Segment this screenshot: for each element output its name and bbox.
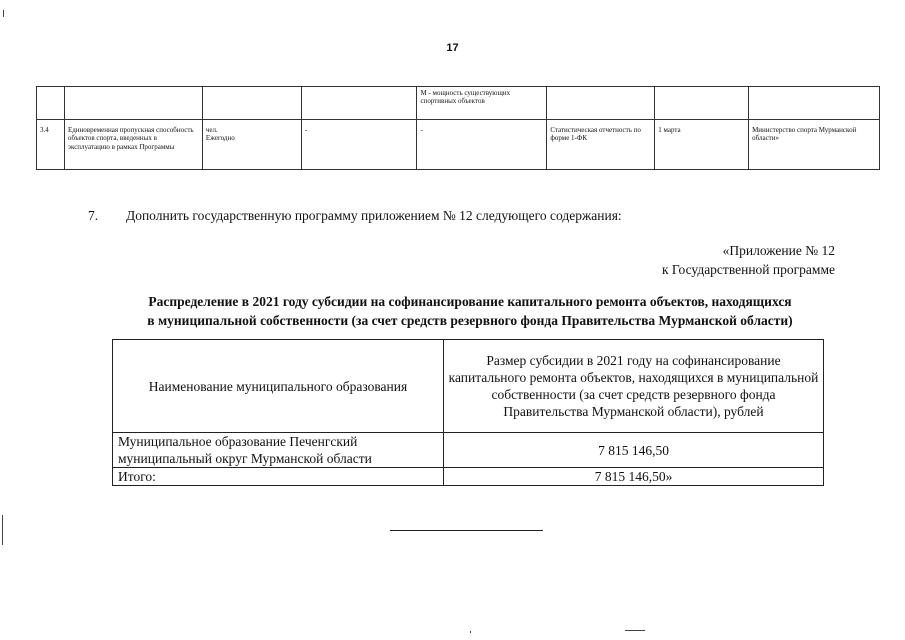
item-number: 7. (88, 208, 99, 223)
source-cell: Статистическая отчетность по форме 1-ФК (547, 120, 655, 170)
table-cell (37, 87, 65, 120)
total-row (113, 468, 824, 486)
scan-artifact (470, 631, 471, 633)
table-cell (547, 87, 655, 120)
scan-artifact (3, 10, 4, 17)
responsible-cell: Министерство спорта Мурманской области» (749, 120, 880, 170)
total-label-cell: Итого: (113, 468, 444, 486)
municipality-name-cell: Муниципальное образование Печенгский муниципальный округ Мурманской области (113, 433, 444, 468)
scan-artifact (2, 515, 3, 545)
table-cell (749, 87, 880, 120)
page-number: 17 (446, 42, 459, 54)
section-title (60, 292, 880, 330)
separator-line (390, 530, 543, 531)
table-cell: М - мощность существующих спортивных объектов (417, 87, 547, 120)
table-header-row (113, 340, 824, 433)
column-header-municipality: Наименование муниципального образования (113, 340, 444, 433)
item-text: Дополнить государственную программу приложением № 12 следующего содержания: (126, 208, 622, 223)
table-row (37, 120, 880, 170)
title-line-1: Распределение в 2021 году субсидии на софинансирование капитального ремонта объектов, находящихся (148, 294, 792, 309)
indicators-table-fragment (36, 86, 880, 170)
appendix-line-1: «Приложение № 12 (722, 243, 835, 258)
appendix-header (662, 241, 835, 279)
scan-artifact (625, 630, 645, 631)
table-cell (64, 87, 202, 120)
table-cell (301, 87, 417, 120)
table-row (37, 87, 880, 120)
appendix-line-2: к Государственной программе (661, 262, 835, 277)
total-amount-cell: 7 815 146,50» (444, 468, 824, 486)
table-cell (202, 87, 301, 120)
table-row (113, 433, 824, 468)
item-7 (88, 208, 622, 224)
table-cell (655, 87, 749, 120)
subsidy-table (112, 339, 824, 486)
column-header-subsidy-amount: Размер субсидии в 2021 году на софинансирование капитального ремонта объектов, находящихся в муниципальной собственности (за счет средств резервного фонда Правительства Мурманской области), рублей (444, 340, 824, 433)
title-line-2: в муниципальной собственности (за счет средств резервного фонда Правительства Мурманской области) (147, 313, 793, 328)
row-number-cell: 3.4 (37, 120, 65, 170)
table-cell: - (417, 120, 547, 170)
amount-cell: 7 815 146,50 (444, 433, 824, 468)
table-cell: - (301, 120, 417, 170)
indicator-name-cell: Единовременная пропускная способность объектов спорта, введенных в эксплуатацию в рамках Программы (64, 120, 202, 170)
unit-period-cell: чел. Ежегодно (202, 120, 301, 170)
deadline-cell: 1 марта (655, 120, 749, 170)
